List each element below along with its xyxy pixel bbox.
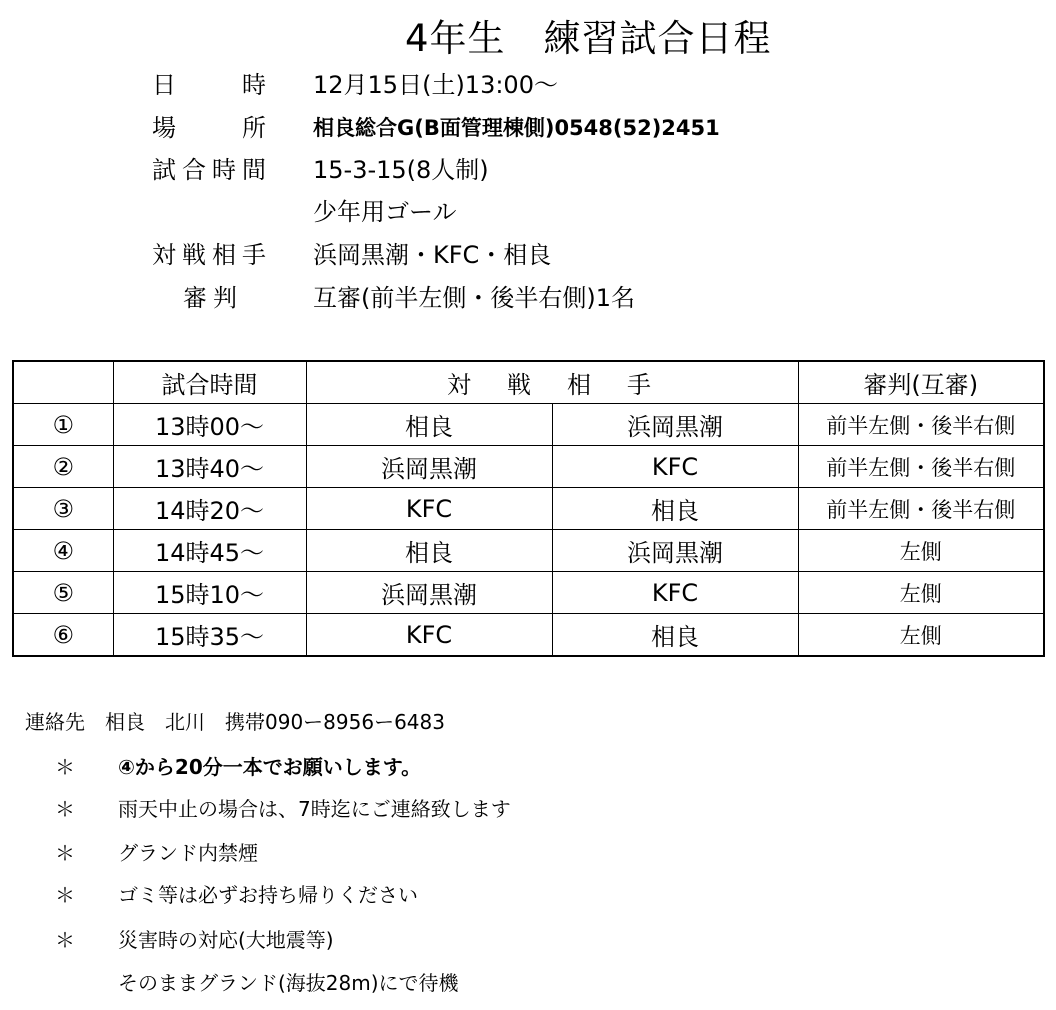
info-value-datetime: 12月15日(土)13:00～ (313, 71, 558, 99)
match-time: 14時20～ (113, 488, 306, 530)
referee-side: 左側 (798, 530, 1044, 572)
match-number: ④ (13, 530, 113, 572)
note-text: 雨天中止の場合は、7時迄にご連絡致します (118, 797, 511, 821)
team-a: KFC (306, 488, 552, 530)
table-row (13, 404, 1044, 446)
team-a: 相良 (306, 530, 552, 572)
referee-side: 左側 (798, 572, 1044, 614)
match-time: 13時40～ (113, 446, 306, 488)
schedule-table (12, 360, 1045, 657)
match-time: 15時10～ (113, 572, 306, 614)
info-value-referee: 互審(前半左側・後半右側)1名 (313, 284, 635, 312)
info-value-opponents: 浜岡黒潮・KFC・相良 (313, 241, 552, 269)
team-b: 相良 (552, 614, 798, 657)
table-row (13, 530, 1044, 572)
team-b: KFC (552, 446, 798, 488)
table-row (13, 572, 1044, 614)
team-a: 相良 (306, 404, 552, 446)
note-text: そのままグランド(海抜28m)にで待機 (118, 971, 459, 995)
team-a: 浜岡黒潮 (306, 572, 552, 614)
header-opponents: 対 戦 相 手 (306, 361, 798, 404)
team-b: 相良 (552, 488, 798, 530)
team-b: 浜岡黒潮 (552, 530, 798, 572)
info-value-goal: 少年用ゴール (313, 198, 457, 226)
contact-info: 連絡先 相良 北川 携帯090ー8956ー6483 (25, 710, 445, 734)
note-bullet: ＊ (55, 797, 75, 821)
match-time: 13時00～ (113, 404, 306, 446)
note-text: 災害時の対応(大地震等) (118, 928, 334, 952)
referee-side: 左側 (798, 614, 1044, 657)
header-referee: 審判(互審) (798, 361, 1044, 404)
note-bullet: ＊ (55, 883, 75, 907)
referee-side: 前半左側・後半右側 (798, 446, 1044, 488)
header-time: 試合時間 (113, 361, 306, 404)
match-number: ⑤ (13, 572, 113, 614)
info-label-opponents: 対戦相手 (152, 241, 272, 269)
note-bullet: ＊ (55, 928, 75, 952)
match-number: ② (13, 446, 113, 488)
page-title: 4年生 練習試合日程 (405, 17, 772, 60)
team-b: 浜岡黒潮 (552, 404, 798, 446)
team-a: 浜岡黒潮 (306, 446, 552, 488)
match-number: ③ (13, 488, 113, 530)
table-row (13, 446, 1044, 488)
note-text: ゴミ等は必ずお持ち帰りください (118, 883, 418, 907)
table-row (13, 488, 1044, 530)
referee-side: 前半左側・後半右側 (798, 488, 1044, 530)
header-blank-cell (13, 361, 113, 404)
info-value-venue: 相良総合G(B面管理棟側)0548(52)2451 (313, 116, 720, 140)
note-text: グランド内禁煙 (118, 841, 258, 865)
team-b: KFC (552, 572, 798, 614)
team-a: KFC (306, 614, 552, 657)
referee-side: 前半左側・後半右側 (798, 404, 1044, 446)
note-bullet: ＊ (55, 755, 75, 779)
match-time: 14時45～ (113, 530, 306, 572)
note-text: ④から20分一本でお願いします。 (118, 755, 422, 779)
match-number: ① (13, 404, 113, 446)
match-number: ⑥ (13, 614, 113, 657)
table-header-row (13, 361, 1044, 404)
note-bullet: ＊ (55, 841, 75, 865)
info-label-venue: 場 所 (152, 114, 272, 142)
match-time: 15時35～ (113, 614, 306, 657)
info-label-referee: 審判 (183, 284, 243, 312)
table-row (13, 614, 1044, 657)
info-label-match-time: 試合時間 (152, 156, 272, 184)
info-value-match-time: 15-3-15(8人制) (313, 156, 489, 184)
info-label-datetime: 日 時 (152, 71, 272, 99)
